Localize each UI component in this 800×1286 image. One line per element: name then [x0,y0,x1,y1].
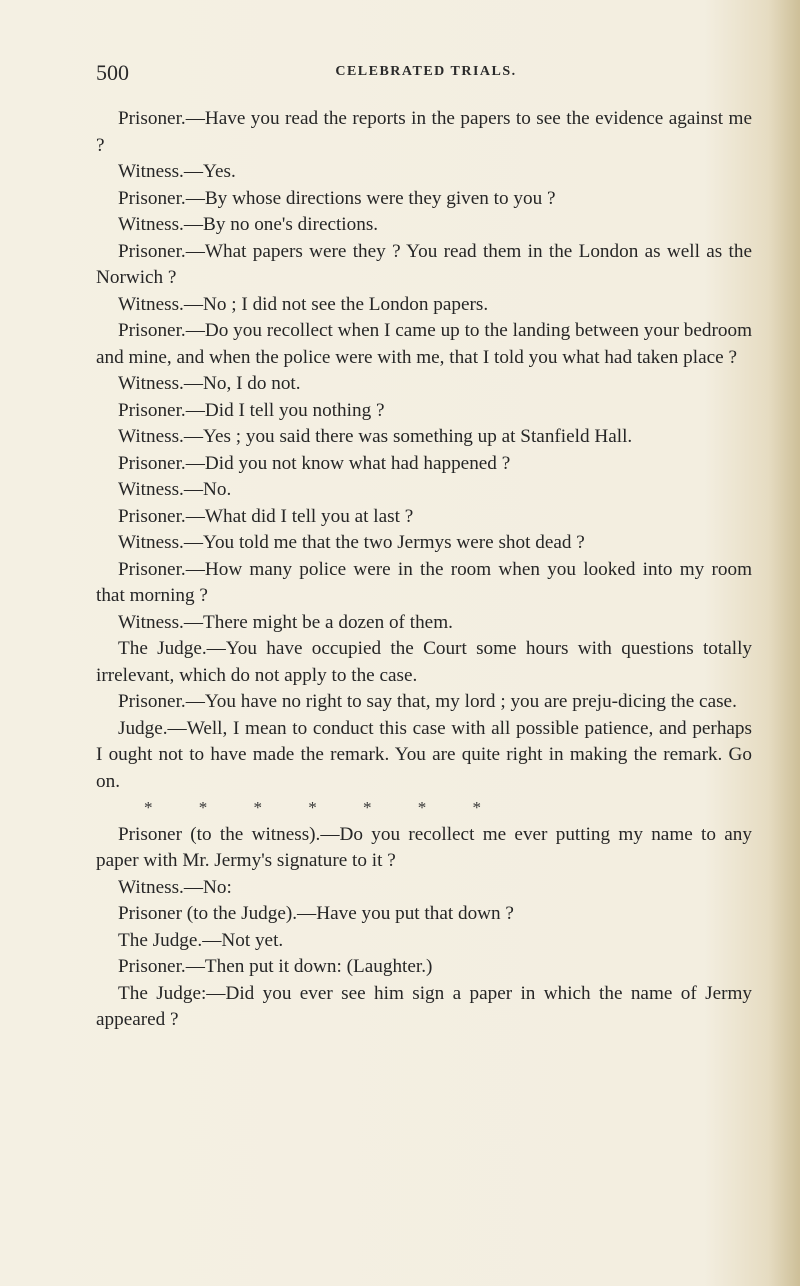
paragraph: Prisoner.—What papers were they ? You read them in the London as well as the Norwich ? [96,240,752,288]
page-number: 500 [96,60,129,85]
page-header [96,60,756,90]
paragraph: Prisoner.—By whose directions were they given to you ? [118,187,556,209]
paragraph: The Judge.—Not yet. [118,929,284,951]
running-title: CELEBRATED TRIALS. [335,64,517,79]
trial-transcript [96,106,752,1034]
paragraph: Witness.—Yes. [118,161,236,182]
paragraph: Prisoner.—Then put it down: (Laughter.) [118,956,433,977]
paragraph: Witness.—By no one's directions. [118,214,379,235]
paragraph: Prisoner (to the witness).—Do you recollect me ever putting my name to any paper with Mr. Jermy's signature to it ? [96,823,752,871]
paragraph: Witness.—No, I do not. [118,373,301,394]
section-separator: * * * * * * * [144,798,481,817]
paragraph: Prisoner (to the Judge).—Have you put that down ? [118,903,514,924]
paragraph: Witness.—Yes ; you said there was something up at Stanfield Hall. [118,426,633,447]
paragraph: The Judge:—Did you ever see him sign a paper in which the name of Jermy appeared ? [96,982,752,1030]
paragraph: Prisoner.—What did I tell you at last ? [118,505,414,527]
paragraph: Witness.—No ; I did not see the London papers. [118,293,489,315]
paragraph: Prisoner.—Did I tell you nothing ? [118,399,385,421]
paragraph: Prisoner.—Did you not know what had happened ? [118,452,511,474]
paragraph: Prisoner.—Have you read the reports in the papers to see the evidence against me ? [96,108,752,156]
paragraph: The Judge.—You have occupied the Court some hours with questions totally irrelevant, which do not apply to the case. [96,638,752,686]
paragraph: Witness.—You told me that the two Jermys were shot dead ? [118,532,585,553]
paragraph: Witness.—No: [118,876,232,898]
paragraph: Witness.—There might be a dozen of them. [118,611,453,633]
paragraph: Judge.—Well, I mean to conduct this case with all possible patience, and perhaps I ought not to have made the remark. You are quite right in making the remark. Go on. [96,717,752,792]
paragraph: Witness.—No. [118,479,232,500]
paragraph: Prisoner.—You have no right to say that, my lord ; you are preju-dicing the case. [118,691,737,712]
paragraph: Prisoner.—How many police were in the room when you looked into my room that morning ? [96,558,752,606]
paragraph: Prisoner.—Do you recollect when I came up to the landing between your bedroom and mine, and when the police were with me, that I told you what had taken place ? [96,320,752,368]
